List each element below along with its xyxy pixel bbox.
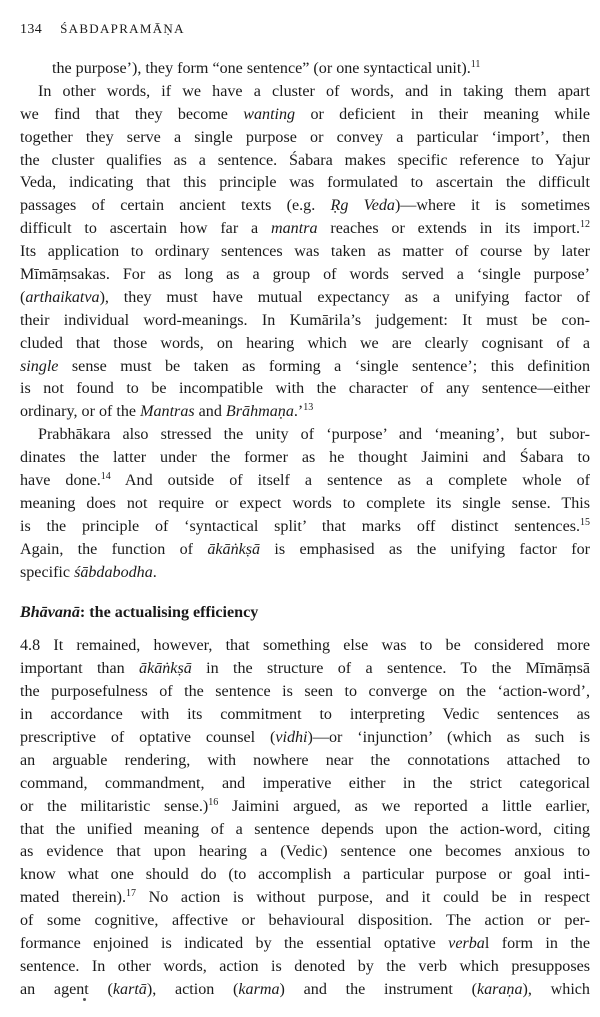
text-line: that the unified meaning of a sentence depends upon the action-word, citing [20,820,590,838]
text-line: as evidence that upon hearing a (Vedic) sentence one becomes anxious to [20,843,590,861]
text-line: passages of certain ancient texts (e.g. Ṛg Veda)—where it is sometimes [20,197,590,215]
text-line: an arguable rendering, with nowhere near the connotations attached to [20,751,590,769]
text-line: mated therein).$^{17}$ No action is without purpose, and it could be in respect [20,888,590,907]
page-number: 134 [20,22,43,37]
text-line: Again, the function of ākāṅkṣā is emphasised as the unifying factor for [20,540,590,558]
text-line: prescriptive of optative counsel (vidhi)—or ‘injunction’ (which as such is [20,728,590,746]
text-line: ordinary, or of the Mantras and Brāhmaṇa.’$^{13}$ [20,402,314,421]
text-line: 4.8 It remained, however, that something else was to be considered more [20,637,590,655]
footnote-marker: 15 [580,516,590,528]
footnote-marker: 17 [126,888,137,900]
section-heading: Bhāvanā: the actualising efficiency [20,604,259,622]
text-line: cluded that those words, on hearing which we are clearly cognisant of a [20,334,590,352]
text-line: the purpose’), they form “one sentence” (or one syntactical unit).$^{11}$ [52,59,481,77]
footnote-marker: 14 [100,471,111,483]
text-line: know what one should do (to accomplish a particular purpose or goal inti- [20,866,590,884]
text-line: is not found to be incompatible with the character of any sentence—either [20,380,590,398]
text-line: their individual word-meanings. In Kumārila’s judgement: It must be con- [20,311,590,329]
text-line: sentence. In other words, action is denoted by the verb which presupposes [20,957,590,975]
text-line: single sense must be taken as forming a ‘single sentence’; this definition [20,357,590,375]
text-line: Mīmāṃsakas. For as long as a group of words served a ‘single purpose’ [20,266,590,284]
text-line: meaning does not require or expect words to complete its single sense. This [20,494,590,512]
page-body [20,58,590,1002]
text-line: important than ākāṅkṣā in the structure of a sentence. To the Mīmāṃsā [20,660,590,678]
text-line: we find that they become wanting or deficient in their meaning while [20,105,590,123]
running-header [20,21,580,38]
text-line: formance enjoined is indicated by the essential optative verbal form in the [20,934,590,952]
text-line: In other words, if we have a cluster of words, and in taking them apart [38,82,590,100]
text-line: Its application to ordinary sentences was taken as matter of course by later [20,243,590,261]
text-line: the purposefulness of the sentence is seen to converge on the ‘action-word’, [20,683,590,701]
running-title: ŚABDAPRAMĀṆA [60,21,185,36]
text-line: is the principle of ‘syntactical split’ that marks off distinct sentences.$^{15}$ [20,516,590,535]
text-line: an agent (kartā), action (karma) and the instrument (karaṇa), which [20,980,590,998]
text-line: Veda, indicating that this principle was formulated to ascertain the difficult [20,174,590,192]
text-line: difficult to ascertain how far a mantra reaches or extends in its import.$^{12}$ [20,219,590,238]
text-line: specific śābdabodha. [20,563,157,581]
text-line: of some cognitive, affective or behavioural disposition. The action or per- [20,912,590,930]
text-line: dinates the latter under the former as he thought Jaimini and Śabara to [20,449,590,467]
text-line: command, commandment, and imperative either in the strict categorical [20,774,590,792]
text-line: have done.$^{14}$ And outside of itself a sentence as a complete whole of [20,471,591,490]
text-line: (arthaikatva), they must have mutual expectancy as a unifying factor of [20,288,590,306]
text-line: the cluster qualifies as a sentence. Śabara makes specific reference to Yajur [20,151,590,169]
text-line: Prabhākara also stressed the unity of ‘purpose’ and ‘meaning’, but subor- [38,426,590,444]
scan-speck [83,998,86,1001]
text-line: together they serve a single purpose or convey a particular ‘import’, then [20,128,590,146]
text-line: in accordance with its commitment to interpreting Vedic sentences as [20,706,590,724]
text-line: or the militaristic sense.)$^{16}$ Jaimini argued, as we reported a little earlier, [20,796,590,815]
footnote-marker: 16 [208,796,219,808]
footnote-marker: 11 [470,59,481,70]
footnote-marker: 13 [303,402,314,414]
footnote-marker: 12 [580,219,590,231]
